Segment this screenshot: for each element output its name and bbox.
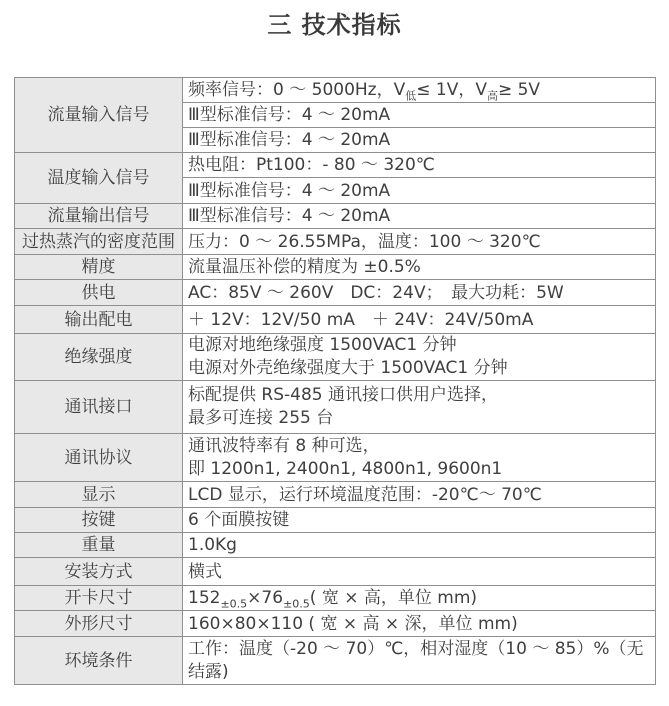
value-text: ≥ 5V [497, 80, 541, 100]
spec-value-environment [183, 637, 656, 685]
spec-value-standard-signal-2: Ⅲ型标准信号：4 ～ 20mA [183, 128, 656, 153]
spec-value-frequency-signal [183, 78, 656, 103]
value-line: 标配提供 RS-485 通讯接口供用户选择， [188, 385, 498, 405]
value-line: 电源对地绝缘强度 1500VAC1 分钟 [188, 335, 457, 355]
subscript-low: 低 [405, 89, 417, 103]
value-line: 通讯波特率有 8 种可选， [188, 435, 380, 456]
value-line: 即 1200n1, 2400n1, 4800n1, 9600n1 [188, 458, 503, 479]
table-row [15, 280, 656, 306]
spec-label-display: 显示 [15, 482, 183, 508]
spec-value-keys: 6 个面膜按键 [183, 508, 656, 533]
spec-label-power-supply: 供电 [15, 280, 183, 306]
spec-value-display: LCD 显示，运行环境温度范围：-20℃～ 70℃ [183, 482, 656, 508]
spec-label-mounting: 安装方式 [15, 558, 183, 586]
spec-label-steam-density-range: 过热蒸汽的密度范围 [15, 229, 183, 255]
spec-value-rtd: 热电阻：Pt100：- 80 ～ 320℃ [183, 153, 656, 178]
subscript-tolerance: ±0.5 [220, 597, 248, 611]
spec-label-weight: 重量 [15, 533, 183, 558]
table-row [15, 306, 656, 334]
value-line: 最多可连接 255 台 [188, 408, 334, 428]
spec-value-output-power: ＋ 12V：12V/50 mA ＋ 24V：24V/50mA [183, 306, 656, 334]
value-text: 频率信号：0 ～ 5000Hz，V [188, 80, 406, 100]
value-line: 电源对外壳绝缘强度大于 1500VAC1 分钟 [188, 358, 508, 378]
spec-label-temp-input: 温度输入信号 [15, 153, 183, 204]
table-row [15, 586, 656, 611]
spec-label-environment: 环境条件 [15, 637, 183, 685]
table-row [15, 153, 656, 178]
spec-label-cutout-size: 开卡尺寸 [15, 586, 183, 611]
spec-value-cutout-size [183, 586, 656, 611]
spec-label-comm-interface: 通讯接口 [15, 381, 183, 434]
table-row [15, 255, 656, 280]
subscript-tolerance: ±0.5 [283, 597, 310, 611]
spec-label-keys: 按键 [15, 508, 183, 533]
subscript-high: 高 [486, 89, 498, 103]
spec-value-outline-size: 160×80×110 ( 宽 × 高 × 深，单位 mm) [183, 611, 656, 637]
spec-label-insulation: 绝缘强度 [15, 334, 183, 381]
table-row [15, 204, 656, 229]
value-text: 152 [188, 588, 221, 608]
value-text: ( 宽 × 高，单位 mm) [309, 588, 478, 608]
spec-table [14, 77, 656, 685]
spec-value-insulation [183, 334, 656, 381]
spec-value-comm-protocol [183, 434, 656, 482]
spec-value-mounting: 横式 [183, 558, 656, 586]
table-row [15, 533, 656, 558]
spec-label-flow-input: 流量输入信号 [15, 78, 183, 153]
spec-value-flow-output: Ⅲ型标准信号：4 ～ 20mA [183, 204, 656, 229]
spec-label-comm-protocol: 通讯协议 [15, 434, 183, 482]
table-row [15, 482, 656, 508]
value-line: 工作：温度（-20 ～ 70）℃，相对湿度（10 ～ 85）%（无 [188, 638, 644, 659]
table-row [15, 334, 656, 381]
table-row [15, 434, 656, 482]
spec-label-accuracy: 精度 [15, 255, 183, 280]
spec-value-standard-signal-3: Ⅲ型标准信号：4 ～ 20mA [183, 178, 656, 204]
spec-label-output-power: 输出配电 [15, 306, 183, 334]
table-row [15, 78, 656, 103]
spec-label-outline-size: 外形尺寸 [15, 611, 183, 637]
table-row [15, 508, 656, 533]
spec-value-steam-density-range: 压力：0 ～ 26.55MPa，温度：100 ～ 320℃ [183, 229, 656, 255]
table-row [15, 229, 656, 255]
spec-value-weight: 1.0Kg [183, 533, 656, 558]
spec-value-standard-signal-1: Ⅲ型标准信号：4 ～ 20mA [183, 103, 656, 128]
page-title: 三 技术指标 [267, 11, 402, 39]
spec-value-power-supply: AC：85V ～ 260V DC：24V； 最大功耗：5W [183, 280, 656, 306]
table-row [15, 611, 656, 637]
table-row [15, 637, 656, 685]
spec-label-flow-output: 流量输出信号 [15, 204, 183, 229]
table-row [15, 558, 656, 586]
spec-value-accuracy: 流量温压补偿的精度为 ±0.5% [183, 255, 656, 280]
value-text: ×76 [247, 588, 284, 608]
spec-value-comm-interface [183, 381, 656, 434]
value-text: ≤ 1V，V [416, 80, 487, 100]
table-row [15, 381, 656, 434]
value-line: 结露) [188, 661, 229, 682]
